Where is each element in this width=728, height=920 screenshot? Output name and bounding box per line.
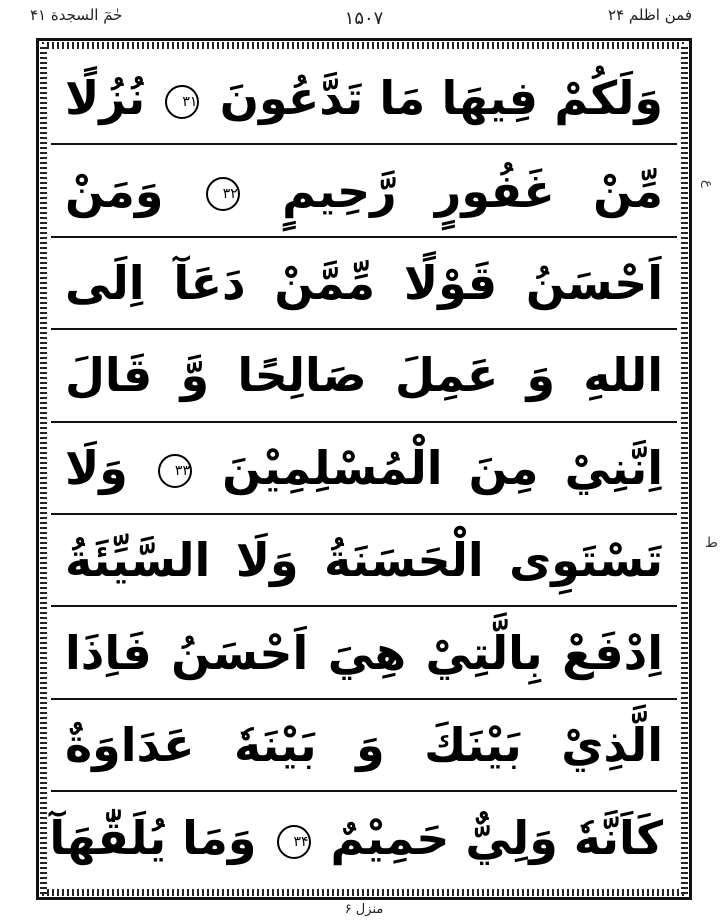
- verse-line: [51, 238, 677, 330]
- waqf-mark: ط: [705, 535, 718, 551]
- page-frame: [36, 38, 692, 900]
- verse-segment-after: وَلَا: [65, 440, 128, 495]
- para-name: فمن اظلم ۲۴: [608, 6, 692, 24]
- verse-text: [49, 811, 663, 865]
- verse-lines: [51, 53, 677, 885]
- verse-text: [65, 71, 663, 125]
- verse-text: [65, 626, 663, 680]
- verse-segment: اَحْسَنُ قَوْلًا مِّمَّنْ دَعَآ اِلَى: [65, 255, 663, 310]
- verse-text: [65, 164, 663, 218]
- verse-segment: اِنَّنِيْ مِنَ الْمُسْلِمِيْنَ: [222, 440, 663, 495]
- ayah-number-marker: ۳۳: [158, 454, 192, 488]
- surah-name: حٰمٓ السجدة ۴۱: [30, 6, 123, 24]
- verse-text: [65, 348, 663, 402]
- verse-text: [65, 256, 663, 310]
- ruku-mark: ع: [700, 180, 715, 188]
- verse-line: [51, 53, 677, 145]
- verse-segment: تَسْتَوِى الْحَسَنَةُ وَلَا السَّيِّئَةُ: [65, 533, 663, 588]
- verse-line: [51, 515, 677, 607]
- verse-segment: مِّنْ غَفُورٍ رَّحِيمٍ: [282, 163, 663, 218]
- verse-text: [65, 441, 663, 495]
- verse-line: [51, 607, 677, 699]
- verse-segment: اللهِ وَ عَمِلَ صَالِحًا وَّ قَالَ: [65, 348, 663, 403]
- verse-text: [65, 533, 663, 587]
- verse-line: [51, 423, 677, 515]
- verse-segment: كَاَنَّهٗ وَلِيٌّ حَمِيْمٌ: [330, 811, 663, 866]
- verse-line: [51, 330, 677, 422]
- page-header: [0, 0, 728, 38]
- verse-line: [51, 700, 677, 792]
- ayah-number-marker: ۳۴: [277, 825, 311, 859]
- verse-segment-after: وَمَنْ: [65, 163, 164, 218]
- verse-line: [51, 145, 677, 237]
- verse-segment: اِدْفَعْ بِالَّتِيْ هِيَ اَحْسَنُ فَاِذَا: [65, 625, 663, 680]
- manzil-footer: منزل ۶: [344, 902, 384, 917]
- border-ornament-bottom: [42, 889, 686, 896]
- border-ornament-left: [40, 44, 47, 894]
- border-ornament-right: [681, 44, 688, 894]
- verse-segment: الَّذِيْ بَيْنَكَ وَ بَيْنَهٗ عَدَاوَةٌ: [65, 717, 663, 772]
- page-number: ۱۵۰۷: [344, 8, 384, 29]
- verse-line: [51, 792, 677, 884]
- ayah-number-marker: ۳۲: [206, 177, 240, 211]
- verse-text: [65, 718, 663, 772]
- verse-segment-after: وَمَا يُلَقّٰهَآ: [49, 811, 257, 866]
- ayah-number-marker: ۳۱: [165, 85, 199, 119]
- border-ornament-top: [42, 42, 686, 49]
- verse-segment: وَلَكُمْ فِيهَا مَا تَدَّعُونَ: [219, 71, 664, 126]
- verse-segment-after: نُزُلًا: [65, 71, 146, 126]
